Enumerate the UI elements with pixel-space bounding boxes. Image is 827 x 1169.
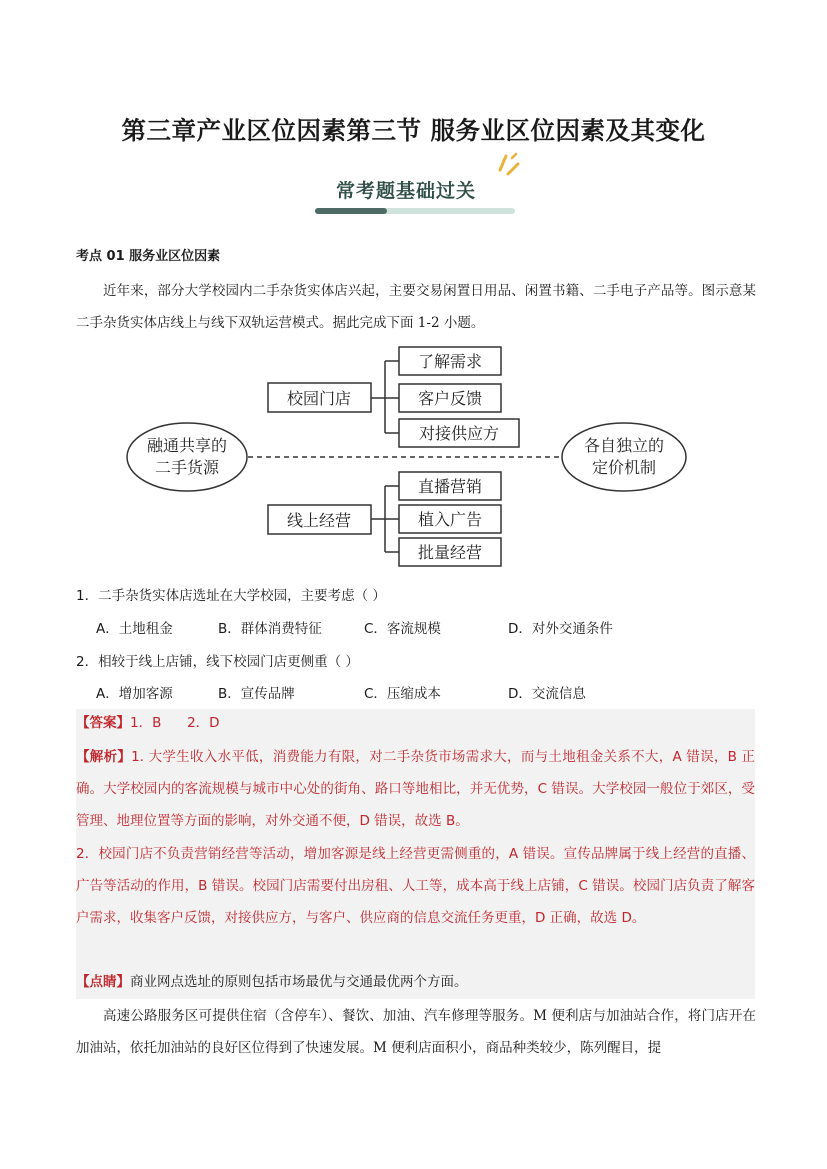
- online-item-label: 植入广告: [417, 510, 483, 529]
- question-option: B．宣传品牌: [218, 686, 295, 702]
- answer-text: 1．B 2．D: [130, 715, 220, 731]
- left-ellipse-line1: 融通共享的: [146, 436, 228, 455]
- section-banner: [310, 150, 520, 220]
- left-ellipse: [127, 423, 247, 491]
- question-option: C．客流规模: [364, 621, 441, 637]
- comment-line: [76, 966, 468, 998]
- right-ellipse-line2: 定价机制: [591, 458, 657, 477]
- question-stem: 1．二手杂货实体店选址在大学校园，主要考虑（ ）: [76, 588, 386, 604]
- sparkle-icon: [496, 150, 522, 180]
- question-option: B．群体消费特征: [218, 621, 322, 637]
- banner-label: 常考题基础过关: [336, 180, 477, 202]
- section-heading: 考点 01 服务业区位因素: [76, 249, 221, 264]
- online-label: 线上经营: [286, 511, 352, 530]
- question-option: A．增加客源: [96, 686, 173, 702]
- analysis-text-1: 1. 大学生收入水平低，消费能力有限，对二手杂货市场需求大，而与土地租金关系不大，A 错误，B 正确。大学校园内的客流规模与城市中心处的街角、路口等地相比，并无优势，C 错误。大学校园一般位于郊区，受管理、地理位置等方面的影响，对外交通不便，D 错误，故选 B。: [76, 749, 756, 829]
- campus-item-label: 客户反馈: [417, 389, 483, 408]
- question-option: A．土地租金: [96, 621, 173, 637]
- question-option: D．交流信息: [508, 686, 586, 702]
- question-stem: 2．相较于线上店铺，线下校园门店更侧重（ ）: [76, 654, 359, 670]
- comment-tag: 【点睛】: [76, 974, 130, 990]
- online-item-label: 批量经营: [417, 543, 483, 562]
- page-title: 第三章产业区位因素第三节 服务业区位因素及其变化: [121, 116, 706, 145]
- online-item-label: 直播营销: [417, 477, 483, 496]
- analysis-tag: 【解析】: [76, 749, 132, 765]
- comment-text: 商业网点选址的原则包括市场最优与交通最优两个方面。: [130, 974, 468, 990]
- left-ellipse-line2: 二手货源: [154, 458, 220, 477]
- operation-mode-diagram: [0, 330, 827, 580]
- analysis-paragraph-2: 2．校园门店不负责营销经营等活动，增加客源是线上经营更需侧重的，A 错误。宣传品牌属于线上经营的直播、广告等活动的作用，B 错误。校园门店需要付出房租、人工等，成本高于线上店铺，C 错误。校园门店负责了解客户需求，收集客户反馈，对接供应方，与客户、供应商的信息交流任务更重，D 正确，故选 D。: [76, 846, 755, 926]
- campus-item-label: 了解需求: [417, 352, 483, 371]
- answer-tag: 【答案】: [76, 715, 130, 731]
- campus-item-label: 对接供应方: [418, 424, 500, 443]
- banner-underline-accent: [315, 208, 387, 214]
- campus-store-label: 校园门店: [286, 389, 352, 408]
- right-ellipse: [562, 423, 686, 491]
- answer-line: [76, 707, 755, 739]
- analysis-paragraph-1: [76, 741, 755, 837]
- right-ellipse-line1: 各自独立的: [583, 436, 665, 455]
- next-paragraph: 高速公路服务区可提供住宿（含停车）、餐饮、加油、汽车修理等服务。M 便利店与加油站合作，将门店开在加油站，依托加油站的良好区位得到了快速发展。M 便利店面积小，商品种类较少，陈列醒目，提: [76, 1008, 756, 1056]
- intro-paragraph: 近年来，部分大学校园内二手杂货实体店兴起，主要交易闲置日用品、闲置书籍、二手电子产品等。图示意某二手杂货实体店线上与线下双轨运营模式。据此完成下面 1-2 小题。: [76, 283, 756, 331]
- question-option: C．压缩成本: [364, 686, 441, 702]
- question-option: D．对外交通条件: [508, 621, 613, 637]
